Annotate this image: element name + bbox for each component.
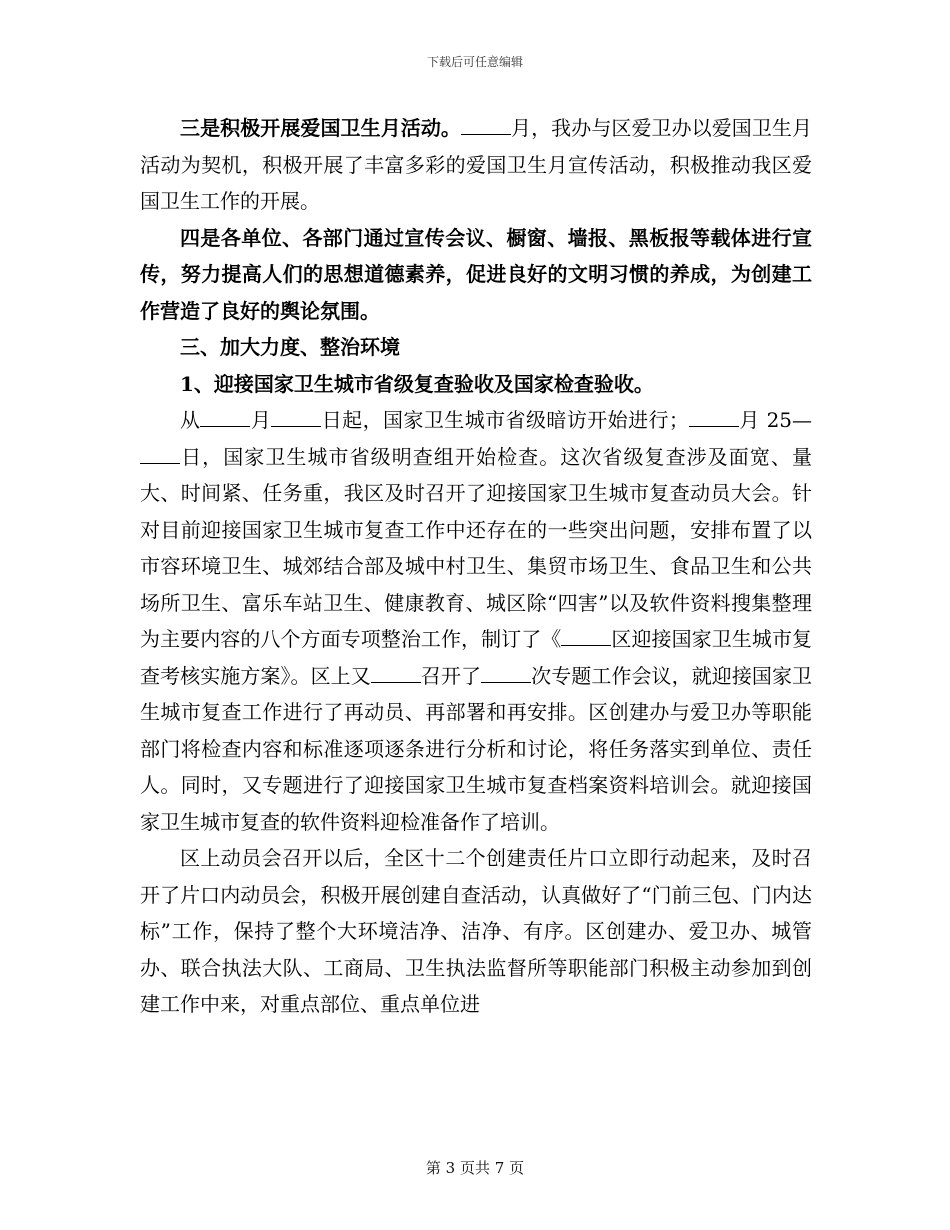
fill-blank [200,406,250,427]
page-header: 下载后可任意编辑 [426,55,523,69]
paragraph-5-text: 日起，国家卫生城市省级暗访开始进行； [321,408,689,432]
paragraph-2: 四是各单位、各部门通过宣传会议、橱窗、墙报、黑板报等载体进行宣传，努力提高人们的思想道德素养，促进良好的文明习惯的养成，为创建工作营造了良好的舆论氛围。 [140,225,812,323]
paragraph-5-text: 区迎接国家卫生城市复查考核实施方案》。区上又 [140,627,813,688]
fill-blank [371,662,421,683]
paragraph-5-text: 日，国家卫生城市省级明查组开始检查。这次省级复查涉及面宽、量大、时间紧、任务重，我区及时召开了迎接国家卫生城市复查动员大会。针对目前迎接国家卫生城市复查工作中还存在的一些突出问题，安排布置了以市容环境卫生、城郊结合部及城中村卫生、集贸市场卫生、食品卫生和公共场所卫生、富乐车站卫生、健康教育、城区除“四害”以及软件资料搜集整理为主要内容的八个方面专项整治工作，制订了《 [140,444,812,651]
subsection-heading: 1、迎接国家卫生城市省级复查验收及国家检查验收。 [180,371,654,396]
section-heading: 三、加大力度、整治环境 [180,335,400,359]
paragraph-5-text: 从 [180,408,201,432]
paragraph-5 [140,402,812,840]
paragraph-5-text: 召开了 [420,663,482,688]
fill-blank [481,662,531,683]
fill-blank [271,406,321,427]
paragraph-5-text: 次专题工作会议，就迎接国家卫生城市复查工作进行了再动员、再部署和再安排。区创建办与爱卫办等职能部门将检查内容和标准逐项逐条进行分析和讨论，将任务落实到单位、责任人。同时，又专题进行了迎接国家卫生城市复查档案资料培训会。就迎接国家卫生城市复查的软件资料迎检准备作了培训。 [140,663,813,834]
fill-blank [140,443,160,464]
paragraph-1-lead: 三是积极开展爱国卫生月活动。 [180,116,461,140]
paragraph-6: 区上动员会召开以后，全区十二个创建责任片口立即行动起来，及时召开了片口内动员会，积极开展创建自查活动，认真做好了“门前三包、门内达标”工作，保持了整个大环境洁净、洁净、有序。区创建办、爱卫办、城管办、联合执法大队、工商局、卫生执法监督所等职能部门积极主动参加到创建工作中来，对重点部位、重点单位进 [140,846,812,1016]
fill-blank [689,406,739,427]
document-body [140,110,812,1023]
fill-blank [160,443,180,464]
paragraph-1 [140,110,812,220]
paragraph-1-text: 月，我办与区爱卫办以爱国卫生月活动为契机，积极开展了丰富多彩的爱国卫生月宣传活动，积极推动我区爱国卫生工作的开展。 [140,116,813,213]
page-footer: 第 3 页共 7 页 [425,1159,525,1177]
paragraph-5-text: 月 25— [738,408,813,432]
paragraph-5-text: 月 [250,408,272,432]
fill-blank [461,114,511,135]
fill-blank [561,625,611,646]
